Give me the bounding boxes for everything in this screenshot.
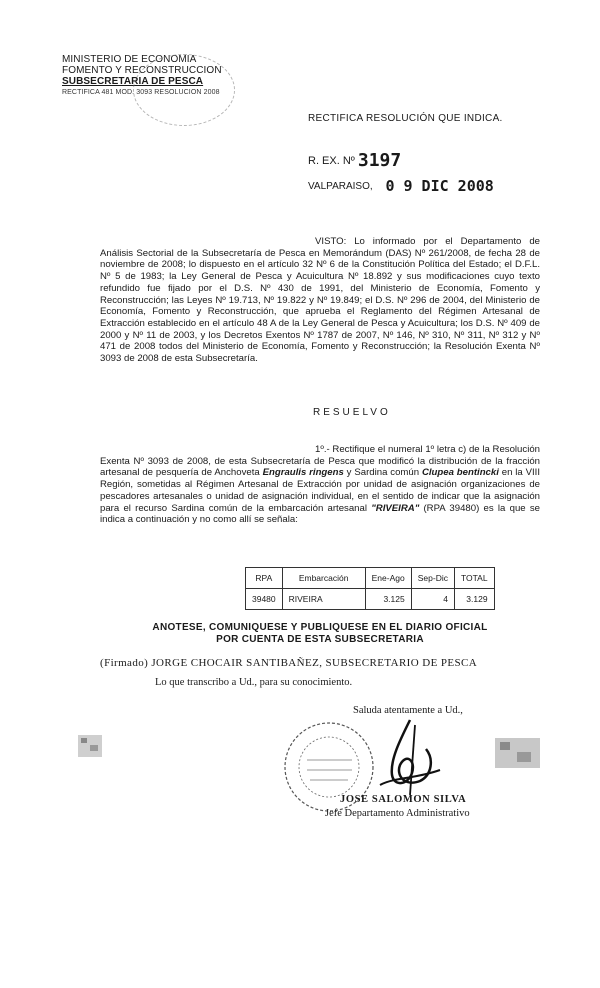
- p1-part2: y Sardina común: [343, 467, 422, 479]
- resolution-number: 3197: [357, 150, 402, 171]
- allocation-table: [245, 567, 495, 610]
- anotese-block: [100, 622, 540, 646]
- saluda-line: Saluda atentamente a Ud.,: [353, 705, 463, 716]
- header-rpa: RPA: [246, 568, 283, 589]
- resolution-number-line: [308, 148, 401, 169]
- boat-name: "RIVEIRA": [371, 502, 420, 514]
- table-header-row: [246, 568, 495, 589]
- visto-paragraph: VISTO: Lo informado por el Departamento de Análisis Sectorial de la Subsecretaría de Pesca en Memorándum (DAS) Nº 261/2008, de fecha 28 de noviembre de 2008; lo dispuesto en el artículo 32 Nº 6 de la Constitución Política del Estado; el D.F.L. Nº 5 de 1983; la Ley General de Pesca y Acuicultura Nº 18.892 y sus modificaciones cuyo texto refundido fue fijado por el D.S. Nº 430 de 1991, del Ministerio de Economía, Fomento y Reconstrucción; las Leyes Nº 19.713, Nº 19.822 y Nº 19.849; el D.S. Nº 296 de 2004, del Ministerio de Economía, Fomento y Reconstrucción, que aprueba el Reglamento del Régimen Artesanal de Extracción establecido en el artículo 48 A de la Ley General de Pesca y Acuicultura; los D.S. Nº 409 de 2000 y Nº 11 de 2003, y los Decretos Exentos Nº 1787 de 2007, Nº 146, Nº 310, Nº 311, Nº 312 y Nº 471 de 2008 todos del Ministerio de Economía, Fomento y Reconstrucción; la Resolución Exenta Nº 3093 de 2008 de esta Subsecretaría.: [100, 236, 540, 365]
- ministry-line-4: RECTIFICA 481 MOD. 3093 RESOLUCION 2008: [62, 89, 220, 96]
- header-total: TOTAL: [454, 568, 494, 589]
- p1-part1: 1º.- Rectifique el numeral 1º letra c) de la Resolución Exenta Nº 3093 de 2008, de esta Subsecretaría de Pesca que modificó la distribución de la fracción artesanal de pesquería de Anchoveta: [100, 444, 540, 479]
- date-stamp: 0 9 DIC 2008: [385, 177, 494, 195]
- p1-part4: (RPA 39480) es la que se indica a continuación y no como allí se señala:: [100, 502, 540, 526]
- place-date-line: [308, 175, 494, 193]
- firmado-line: (Firmado) JORGE CHOCAIR SANTIBAÑEZ, SUBSECRETARIO DE PESCA: [100, 657, 478, 669]
- cell-embarcacion: RIVEIRA: [282, 589, 365, 610]
- document-title: RECTIFICA RESOLUCIÓN QUE INDICA.: [308, 113, 503, 124]
- ministry-line-1: MINISTERIO DE ECONOMIA: [62, 54, 197, 65]
- ministry-line-3: SUBSECRETARIA DE PESCA: [62, 76, 204, 87]
- header-stamp: [133, 54, 235, 126]
- table-row: [246, 589, 495, 610]
- cell-sep-dic: 4: [411, 589, 454, 610]
- anotese-line-1: ANOTESE, COMUNIQUESE Y PUBLIQUESE EN EL DIARIO OFICIAL: [152, 622, 488, 633]
- scan-mark-right: [495, 738, 540, 768]
- scan-mark-left: [78, 735, 102, 757]
- place: VALPARAISO,: [308, 181, 373, 192]
- resolution-paragraph-1: [100, 444, 540, 526]
- anotese-line-2: POR CUENTA DE ESTA SUBSECRETARIA: [216, 634, 424, 645]
- signer-title: Jefe Departamento Administrativo: [325, 808, 470, 819]
- cell-rpa: 39480: [246, 589, 283, 610]
- resuelvo-heading: RESUELVO: [313, 407, 391, 418]
- cell-total: 3.129: [454, 589, 494, 610]
- cell-ene-ago: 3.125: [365, 589, 411, 610]
- p1-part3: en la VIII Región, sometidas al Régimen Artesanal de Extracción por unidad de asignación organizaciones de pescadores artesanales o unidad de asignación individual, en el sentido de indicar que la asignación para el recurso Sardina común de la embarcación artesanal: [100, 467, 541, 514]
- handwritten-signature: [370, 715, 450, 800]
- species-anchoveta: Engraulis ringens: [262, 467, 344, 479]
- transcribe-line: Lo que transcribo a Ud., para su conocimiento.: [155, 677, 353, 688]
- header-sep-dic: Sep-Dic: [411, 568, 454, 589]
- header-ene-ago: Ene-Ago: [365, 568, 411, 589]
- species-sardina: Clupea bentincki: [421, 467, 499, 479]
- signer-name: JOSE SALOMON SILVA: [340, 794, 467, 805]
- ministry-line-2: FOMENTO Y RECONSTRUCCION: [62, 65, 222, 76]
- header-embarcacion: Embarcación: [282, 568, 365, 589]
- resolution-label: R. EX. Nº: [308, 155, 355, 167]
